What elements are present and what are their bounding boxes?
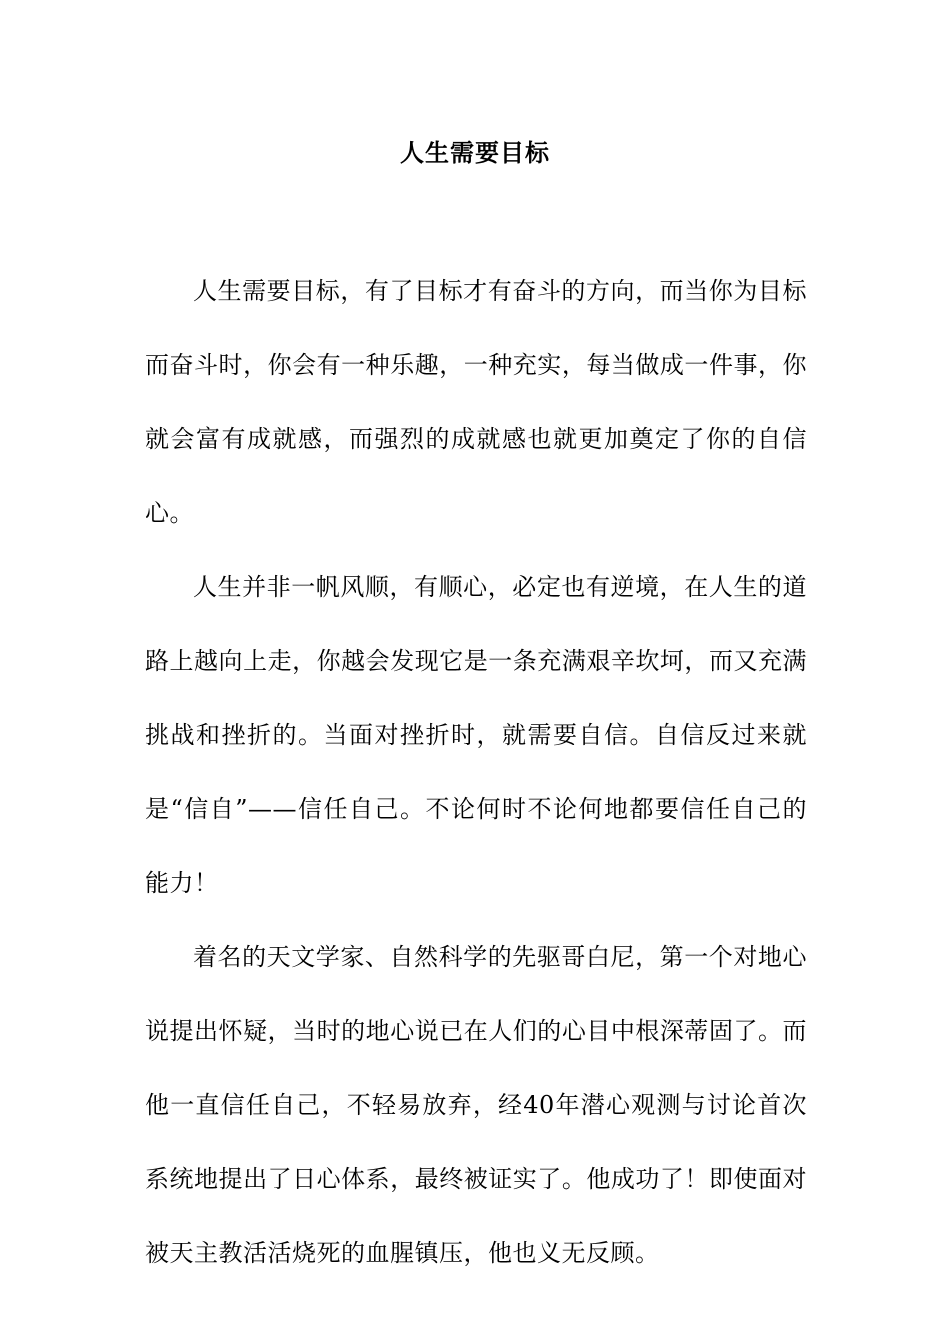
document-title: 人生需要目标 xyxy=(400,138,550,167)
paragraph-1: 人生需要目标，有了目标才有奋斗的方向，而当你为目标而奋斗时，你会有一种乐趣，一种充实，每当做成一件事，你就会富有成就感，而强烈的成就感也就更加奠定了你的自信心。 xyxy=(145,277,807,527)
paragraph-2: 人生并非一帆风顺，有顺心，必定也有逆境，在人生的道路上越向上走，你越会发现它是一条充满艰辛坎坷，而又充满挑战和挫折的。当面对挫折时，就需要自信。自信反过来就是“信自”——信任自己。不论何时不论何地都要信任自己的能力！ xyxy=(145,573,807,897)
paragraph-3: 着名的天文学家、自然科学的先驱哥白尼，第一个对地心说提出怀疑，当时的地心说已在人们的心目中根深蒂固了。而他一直信任自己，不轻易放弃，经40年潜心观测与讨论首次系统地提出了日心体系，最终被证实了。他成功了！即使面对被天主教活活烧死的血腥镇压，他也义无反顾。 xyxy=(145,943,807,1267)
document-body xyxy=(145,254,807,1290)
